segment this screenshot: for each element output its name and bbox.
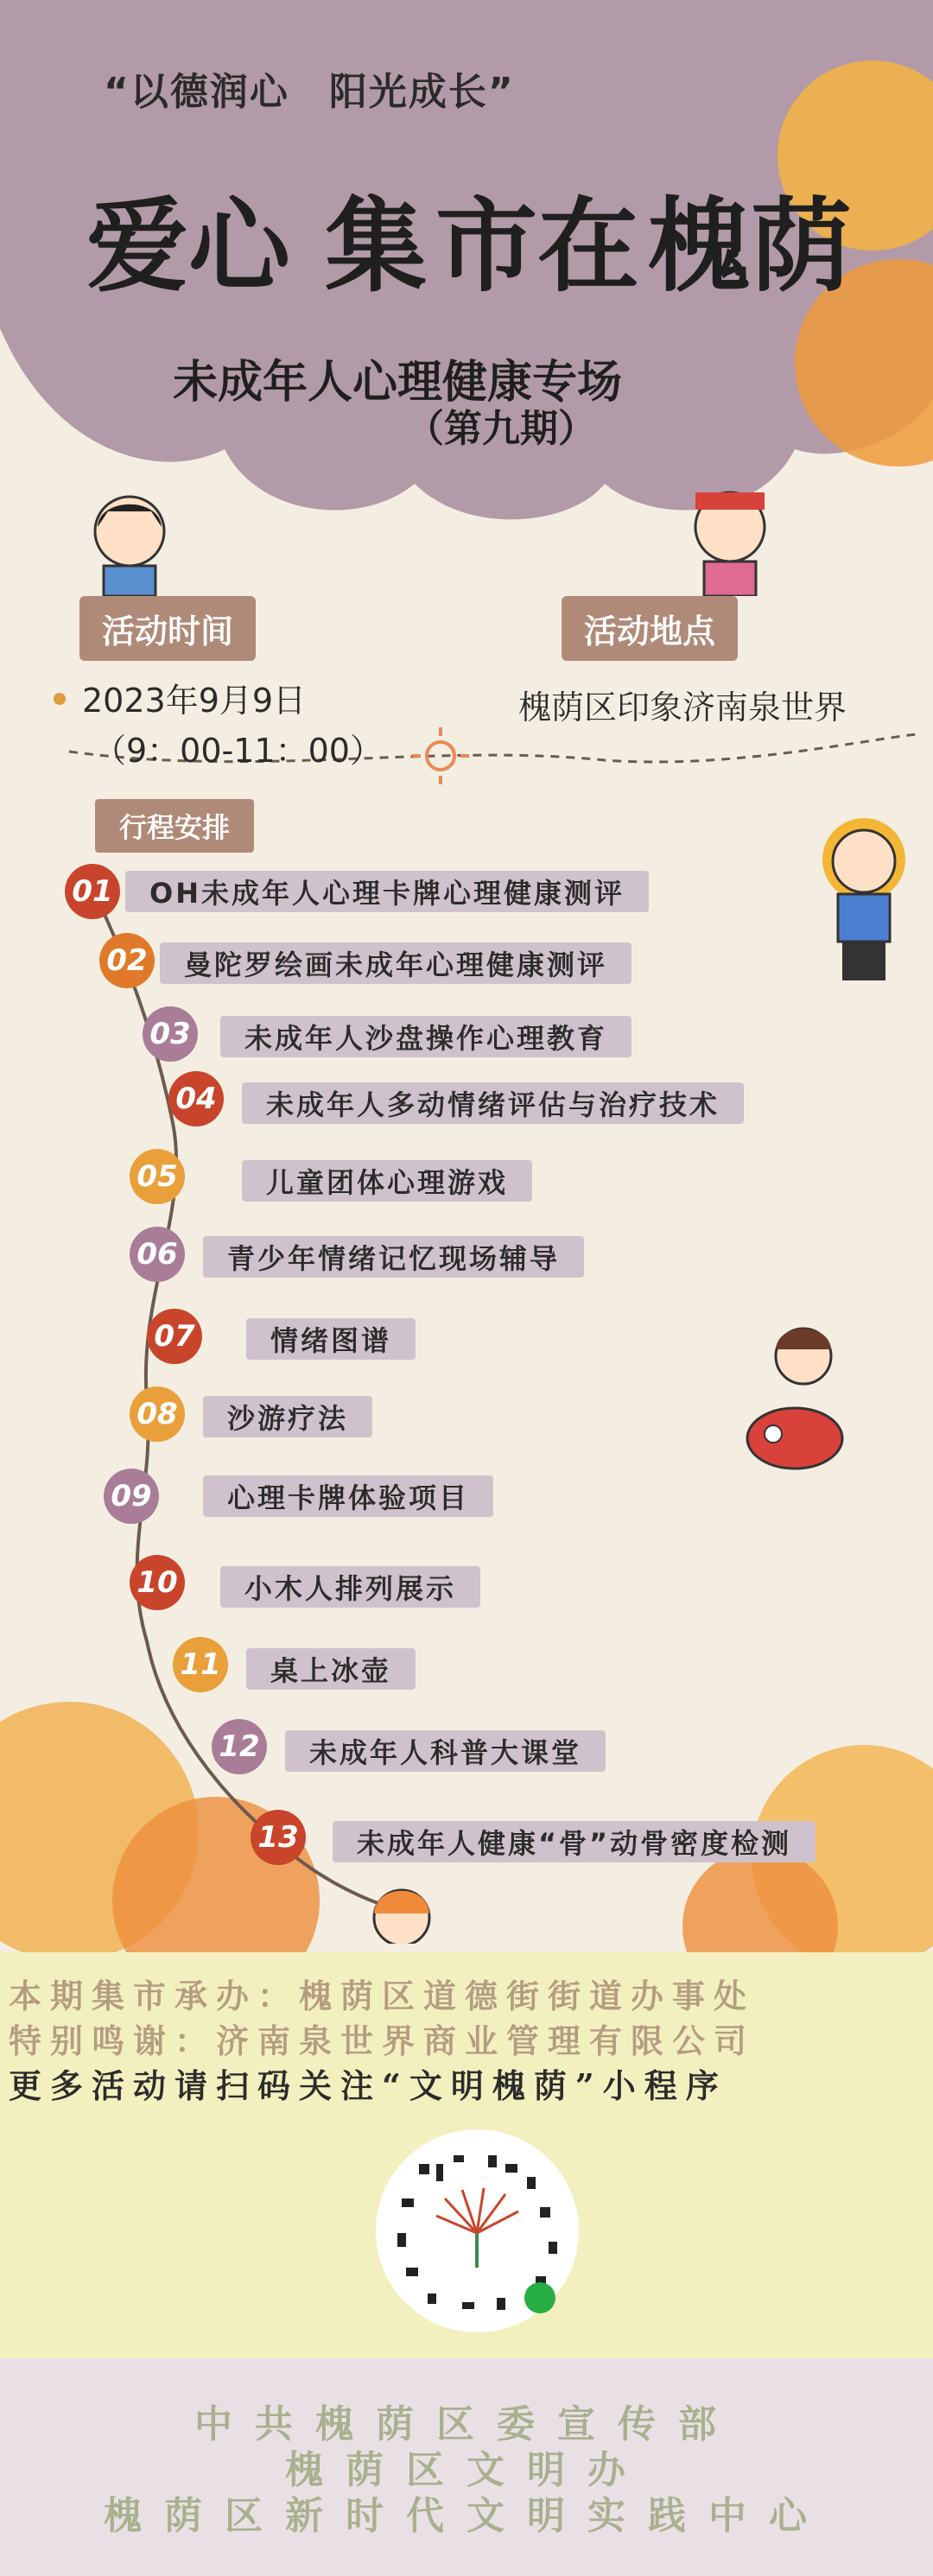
step-label: 沙游疗法 bbox=[203, 1396, 372, 1437]
step-label: 儿童团体心理游戏 bbox=[242, 1160, 532, 1202]
subtitle: 未成年人心理健康专场 bbox=[173, 357, 623, 409]
step-label: 桌上冰壶 bbox=[246, 1648, 416, 1690]
step-label: 青少年情绪记忆现场辅导 bbox=[203, 1236, 584, 1278]
step-number: 12 bbox=[212, 1719, 267, 1774]
time-label: 活动时间 bbox=[79, 596, 256, 661]
step-number: 03 bbox=[143, 1006, 198, 1062]
step-label: 小木人排列展示 bbox=[220, 1566, 480, 1608]
tagline: “以德润心 阳光成长” bbox=[104, 70, 515, 114]
schedule-label: 行程安排 bbox=[95, 799, 254, 853]
sunflower-boy-icon bbox=[795, 808, 916, 989]
step-number: 08 bbox=[130, 1386, 185, 1442]
sun-icon bbox=[410, 726, 471, 786]
boy-character-icon bbox=[82, 492, 177, 596]
step-label: 未成年人沙盘操作心理教育 bbox=[220, 1016, 632, 1057]
place-label: 活动地点 bbox=[562, 596, 738, 661]
step-label: 心理卡牌体验项目 bbox=[203, 1475, 493, 1517]
step-label: 曼陀罗绘画未成年心理健康测评 bbox=[160, 942, 632, 984]
event-date: 2023年9月9日 bbox=[82, 682, 307, 720]
step-number: 13 bbox=[251, 1810, 306, 1865]
event-place: 槐荫区印象济南泉世界 bbox=[518, 688, 847, 726]
qr-code-icon bbox=[376, 2129, 579, 2332]
girl-on-fish-icon bbox=[734, 1313, 873, 1477]
step-number: 05 bbox=[130, 1149, 185, 1204]
step-number: 10 bbox=[130, 1555, 185, 1610]
step-number: 07 bbox=[147, 1309, 202, 1364]
title-part-1: 爱心 bbox=[86, 186, 291, 306]
org-1: 中共槐荫区委宣传部 bbox=[194, 2402, 739, 2446]
step-number: 11 bbox=[173, 1637, 228, 1692]
step-label: 未成年人多动情绪评估与治疗技术 bbox=[242, 1082, 744, 1124]
step-label: OH未成年人心理卡牌心理健康测评 bbox=[125, 871, 649, 912]
main-title bbox=[86, 164, 852, 311]
step-number: 01 bbox=[65, 864, 120, 919]
boy-peeking-icon bbox=[363, 1875, 441, 1944]
girl-character-icon bbox=[665, 484, 786, 596]
thanks-credit: 特别鸣谢：济南泉世界商业管理有限公司 bbox=[9, 2021, 756, 2060]
org-3: 槐荫区新时代文明实践中心 bbox=[104, 2494, 829, 2538]
org-2: 槐荫区文明办 bbox=[285, 2448, 648, 2492]
issue-number: （第九期） bbox=[406, 407, 596, 451]
step-number: 09 bbox=[104, 1469, 159, 1524]
step-number: 04 bbox=[168, 1071, 224, 1126]
step-label: 未成年人科普大课堂 bbox=[285, 1730, 606, 1772]
title-part-3: 市在 bbox=[435, 186, 640, 306]
event-hours: （9：00-11：00） bbox=[93, 732, 383, 770]
step-label: 情绪图谱 bbox=[246, 1318, 416, 1360]
step-label: 未成年人健康“骨”动骨密度检测 bbox=[333, 1821, 816, 1862]
bullet-icon bbox=[54, 693, 66, 705]
step-number: 02 bbox=[99, 933, 155, 988]
title-part-4: 槐荫 bbox=[648, 186, 853, 306]
more-activities-credit: 更多活动请扫码关注“文明槐荫”小程序 bbox=[9, 2066, 727, 2105]
step-number: 06 bbox=[130, 1227, 185, 1282]
title-part-2: 集 bbox=[325, 186, 428, 306]
qr-code[interactable] bbox=[376, 2129, 579, 2332]
host-credit: 本期集市承办：槐荫区道德街街道办事处 bbox=[9, 1976, 756, 2015]
